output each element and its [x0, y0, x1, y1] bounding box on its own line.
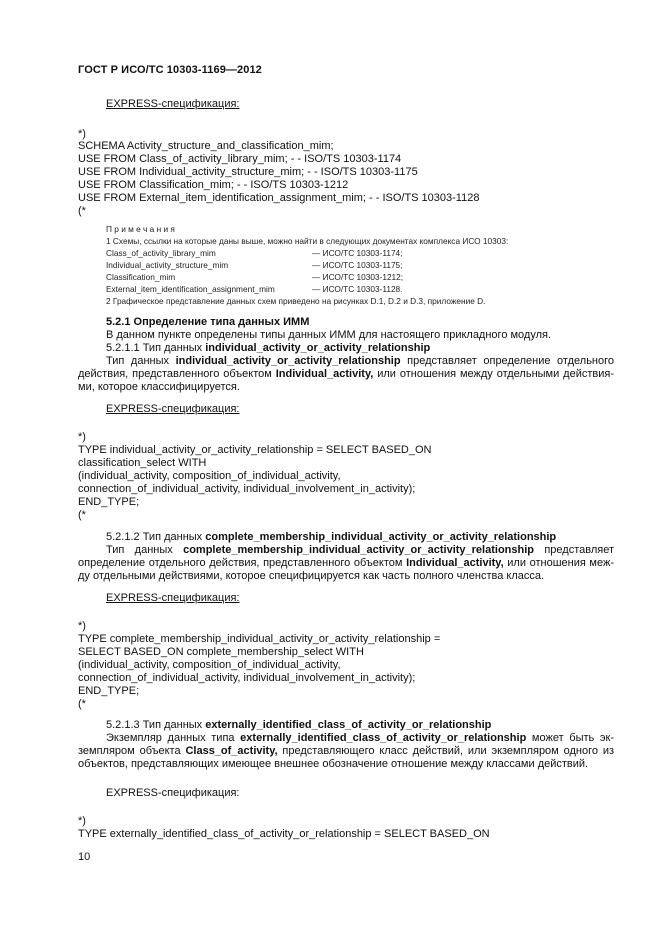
code-line: TYPE complete_membership_individual_activity_or_activity_relationship =: [78, 633, 441, 645]
ref-name: External_item_identification_assignment_mim: [106, 284, 275, 294]
type-name: externally_identified_class_of_activity_or_relationship: [205, 719, 492, 731]
subsection-heading: 5.2.1.1 Тип данных individual_activity_or_activity_relationship: [106, 342, 431, 354]
schema-line: SCHEMA Activity_structure_and_classification_mim;: [78, 140, 334, 152]
code-line: TYPE individual_activity_or_activity_relationship = SELECT BASED_ON: [78, 444, 432, 456]
note-2: 2 Графическое представление данных схем приведено на рисунках D.1, D.2 и D.3, приложение D.: [106, 296, 486, 306]
paragraph: Экземпляр данных типа externally_identified_class_of_activity_or_relationship может быть эк-земпляром объекта Class_of_activity, представляющего класс действий, или экземпляром одного из объектов, представляющих имеющее внешнее обозначение отношение между классами действий.: [78, 732, 615, 770]
code-line: END_TYPE;: [78, 496, 140, 508]
schema-line: USE FROM Individual_activity_structure_mim; - - ISO/TS 10303-1175: [78, 166, 418, 178]
code-open: *): [78, 815, 86, 827]
ref-name: Individual_activity_structure_mim: [106, 260, 229, 270]
subsection-heading: 5.2.1.3 Тип данных externally_identified_class_of_activity_or_relationship: [106, 719, 492, 731]
page-header: ГОСТ Р ИСО/ТС 10303-1169—2012: [78, 64, 262, 76]
express-label: EXPRESS-спецификация:: [106, 98, 240, 110]
code-open: *): [78, 620, 86, 632]
code-close: (*: [78, 698, 86, 710]
notes-heading: П р и м е ч а н и я: [106, 224, 175, 234]
express-label: EXPRESS-спецификация:: [106, 787, 240, 799]
subsection-heading: 5.2.1.2 Тип данных complete_membership_individual_activity_or_activity_relationship: [106, 531, 557, 543]
ref-doc: — ИСО/ТС 10303-1174;: [312, 248, 403, 258]
type-name: complete_membership_individual_activity_or_activity_relationship: [205, 531, 557, 543]
code-line: classification_select WITH: [78, 457, 207, 469]
ref-name: Class_of_activity_library_mim: [106, 248, 216, 258]
note-1: 1 Схемы, ссылки на которые даны выше, можно найти в следующих документах комплекса ИСО 10303:: [106, 236, 509, 246]
section-heading: 5.2.1 Определение типа данных ИММ: [106, 316, 310, 328]
type-name: individual_activity_or_activity_relationship: [205, 342, 431, 354]
express-label: EXPRESS-спецификация:: [106, 592, 240, 604]
code-close: (*: [78, 509, 86, 521]
code-line: connection_of_individual_activity, individual_involvement_in_activity);: [78, 483, 416, 495]
code-line: (individual_activity, composition_of_individual_activity,: [78, 659, 341, 671]
schema-line: USE FROM External_item_identification_assignment_mim; - - ISO/TS 10303-1128: [78, 192, 480, 204]
code-line: (individual_activity, composition_of_individual_activity,: [78, 470, 341, 482]
code-line: TYPE externally_identified_class_of_activity_or_relationship = SELECT BASED_ON: [78, 828, 490, 840]
page-number: 10: [78, 851, 91, 863]
paragraph: Тип данных complete_membership_individual_activity_or_activity_relationship представляет определение отдельного действия, представленного объектом Individual_activity, или отношения меж-ду отдельными действиями, которое специфицируется как часть полного членства класса.: [78, 544, 614, 582]
ref-doc: — ИСО/ТС 10303-1212;: [312, 272, 404, 282]
code-line: END_TYPE;: [78, 685, 140, 697]
ref-doc: — ИСО/ТС 10303-1175;: [312, 260, 403, 270]
schema-line: USE FROM Class_of_activity_library_mim; - - ISO/TS 10303-1174: [78, 153, 402, 165]
section-intro: В данном пункте определены типы данных ИММ для настоящего прикладного модуля.: [106, 329, 552, 341]
code-open: *): [78, 128, 86, 140]
code-line: SELECT BASED_ON complete_membership_select WITH: [78, 646, 364, 658]
ref-name: Classification_mim: [106, 272, 176, 282]
code-line: connection_of_individual_activity, individual_involvement_in_activity);: [78, 672, 416, 684]
ref-doc: — ИСО/ТС 10303-1128.: [312, 284, 403, 294]
code-open: *): [78, 431, 86, 443]
code-close: (*: [78, 205, 86, 217]
schema-line: USE FROM Classification_mim; - - ISO/TS 10303-1212: [78, 179, 349, 191]
express-label: EXPRESS-спецификация:: [106, 403, 240, 415]
paragraph: Тип данных individual_activity_or_activity_relationship представляет определение отдельного действия, представленного объектом Individual_activity, или отношения между отдельными действия-ми, которое классифицируется.: [78, 355, 615, 393]
